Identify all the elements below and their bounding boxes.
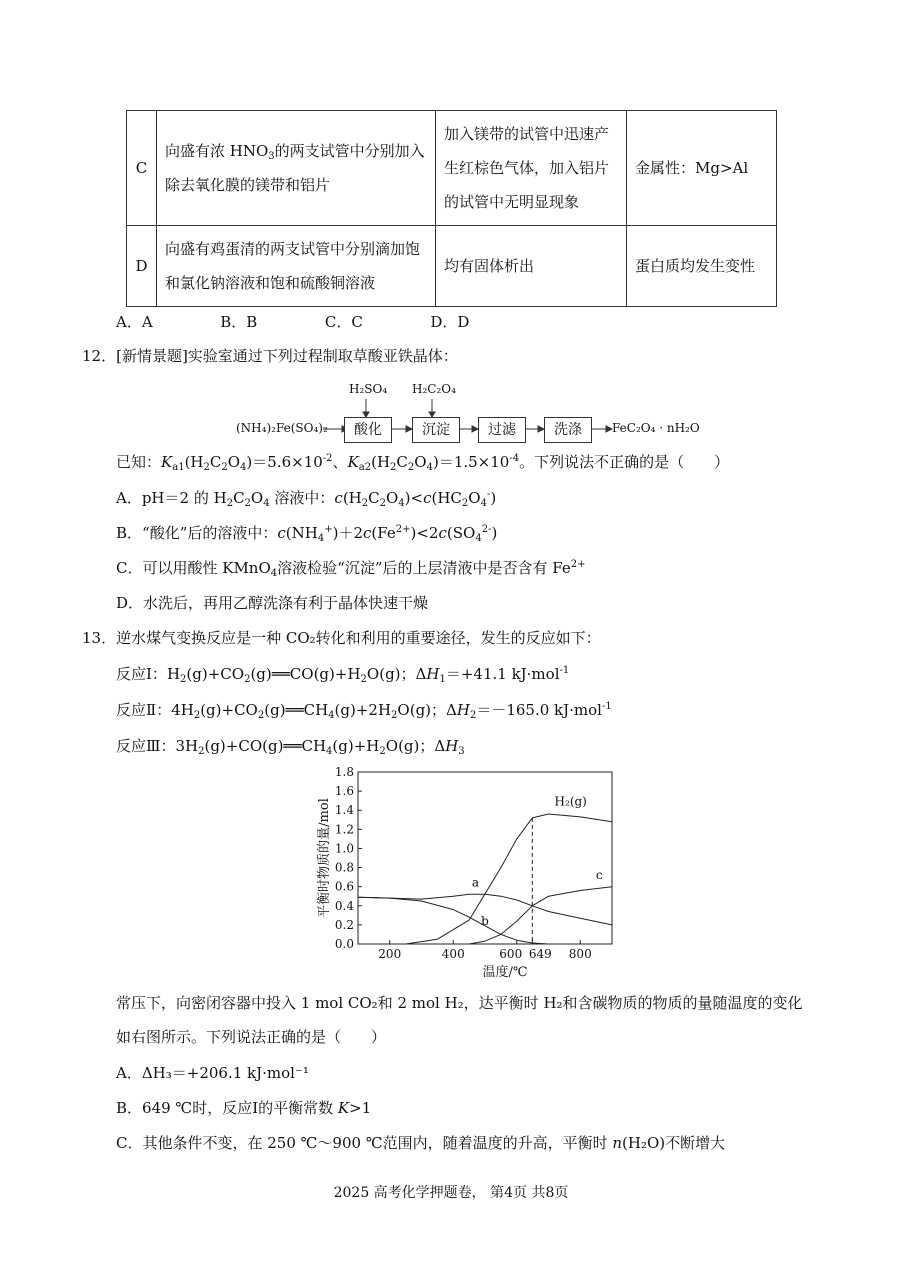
flow-step-wash: 洗涤	[544, 417, 592, 443]
chart-svg	[314, 762, 634, 982]
series-line-b	[358, 897, 549, 944]
y-tick-label: 0.8	[334, 860, 354, 875]
reaction-2: 反应Ⅱ：$4H_2(g)+CO_2(g)══CH_4(g)+2H_2O(g)$；$\Delta H_2=-165.0$ kJ·mol$^{-1}$	[116, 701, 612, 721]
table-row	[127, 226, 777, 307]
row-phenomenon: 均有固体析出	[436, 226, 627, 307]
reaction-3: 反应Ⅲ：$3H_2(g)+CO(g)══CH_4(g)+H_2O(g)$；$\Delta H_3$	[116, 737, 465, 757]
equilibrium-chart	[314, 762, 634, 982]
flow-step-acidify: 酸化	[344, 417, 392, 443]
flow-product: FeC₂O₄ · nH₂O	[612, 421, 700, 435]
flow-reagent-h2c2o4: H₂C₂O₄	[412, 382, 456, 396]
y-tick-label: 1.8	[334, 765, 354, 779]
y-tick-label: 1.4	[334, 803, 354, 818]
y-tick-label: 0.2	[334, 917, 354, 932]
row-operation: 向盛有鸡蛋清的两支试管中分别滴加饱和氯化钠溶液和饱和硫酸铜溶液	[157, 226, 436, 307]
q13-option-a[interactable]: A．ΔH₃＝+206.1 kJ·mol⁻¹	[116, 1064, 309, 1082]
q12-option-d[interactable]: D．水洗后，再用乙醇洗涤有利于晶体快速干燥	[116, 594, 429, 612]
q12-stem: 12．[新情景题]实验室通过下列过程制取草酸亚铁晶体：	[82, 347, 458, 365]
table-row	[127, 111, 777, 226]
series-label: c	[595, 868, 603, 883]
series-label: H₂(g)	[554, 794, 587, 809]
row-conclusion: 金属性：Mg>Al	[627, 111, 777, 226]
flow-reagent-h2so4: H₂SO₄	[349, 382, 388, 396]
x-tick-label: 600	[499, 947, 523, 961]
page-footer: 2025 高考化学押题卷， 第4页 共8页	[333, 1185, 569, 1201]
q13-option-c[interactable]: C．其他条件不变，在 250 ℃～900 ℃范围内，随着温度的升高，平衡时 n(H₂O)不断增大	[116, 1134, 726, 1152]
x-tick-label: 200	[378, 947, 402, 961]
q12-option-c[interactable]: C．可以用酸性 KMnO$_4$溶液检验“沉淀”后的上层清液中是否含有 $Fe^{2+}$	[116, 559, 586, 579]
choice-c[interactable]: C．C	[324, 313, 363, 331]
series-line-h2	[406, 814, 612, 944]
q12-option-a[interactable]: A．pH＝2 的 $H_2C_2O_4$ 溶液中：$c(H_2C_2O_4)<c(HC_2O_4^-)$	[116, 489, 497, 509]
q13-desc-1: 常压下，向密闭容器中投入 1 mol CO₂和 2 mol H₂，达平衡时 H₂和含碳物质的物质的量随温度的变化	[116, 994, 803, 1012]
choice-d[interactable]: D．D	[430, 313, 470, 331]
process-flow-diagram	[234, 376, 704, 446]
q13-stem: 13．逆水煤气变换反应是一种 CO₂转化和利用的重要途径，发生的反应如下：	[82, 629, 601, 647]
question-number: 13．	[82, 629, 117, 647]
q11-choices	[116, 312, 469, 332]
flow-step-filter: 过滤	[478, 417, 526, 443]
flow-step-precipitate: 沉淀	[412, 417, 460, 443]
flow-start: (NH₄)₂Fe(SO₄)₂	[236, 421, 328, 435]
choice-b[interactable]: B．B	[220, 313, 258, 331]
q13-desc-2: 如右图所示。下列说法正确的是（ ）	[116, 1028, 387, 1046]
x-tick-label: 649	[528, 947, 552, 961]
q13-option-b[interactable]: B．649 ℃时，反应Ⅰ的平衡常数 K>1	[116, 1099, 372, 1117]
y-tick-label: 1.6	[334, 784, 354, 799]
series-label: b	[481, 913, 489, 928]
row-key: D	[127, 226, 157, 307]
x-tick-label: 800	[568, 947, 592, 961]
row-phenomenon: 加入镁带的试管中迅速产生红棕色气体，加入铝片的试管中无明显现象	[436, 111, 627, 226]
y-tick-label: 0.0	[334, 937, 354, 951]
x-tick-label: 400	[441, 947, 465, 961]
y-tick-label: 1.2	[334, 822, 354, 837]
q12-option-b[interactable]: B．“酸化”后的溶液中：$c(NH_4^+)+2c(Fe^{2+})<2c(SO_4^{2-})$	[116, 524, 498, 544]
question-number: 12．	[82, 347, 117, 365]
y-tick-label: 0.4	[334, 898, 354, 913]
y-tick-label: 1.0	[334, 841, 354, 856]
row-operation: 向盛有浓 $HNO_3$的两支试管中分别加入除去氧化膜的镁带和铝片	[157, 111, 436, 226]
series-label: a	[471, 875, 480, 890]
flow-connectors	[234, 376, 704, 446]
row-conclusion: 蛋白质均发生变性	[627, 226, 777, 307]
options-table	[126, 110, 777, 307]
x-axis-label: 温度/℃	[482, 965, 528, 980]
y-axis-label: 平衡时物质的量/mol	[317, 798, 332, 918]
reaction-1: 反应Ⅰ：$H_2(g)+CO_2(g)══CO(g)+H_2O(g)$；$\Delta H_1=+41.1$ kJ·mol$^{-1}$	[116, 665, 570, 685]
choice-a[interactable]: A．A	[116, 313, 153, 331]
q12-known: 已知：$K_{a1}(H_2C_2O_4)=5.6\times 10^{-2}$、$K_{a2}(H_2C_2O_4)=1.5\times 10^{-4}$。下列说法不正确的是（ ）	[116, 453, 730, 473]
y-tick-label: 0.6	[334, 879, 354, 894]
row-key: C	[127, 111, 157, 226]
